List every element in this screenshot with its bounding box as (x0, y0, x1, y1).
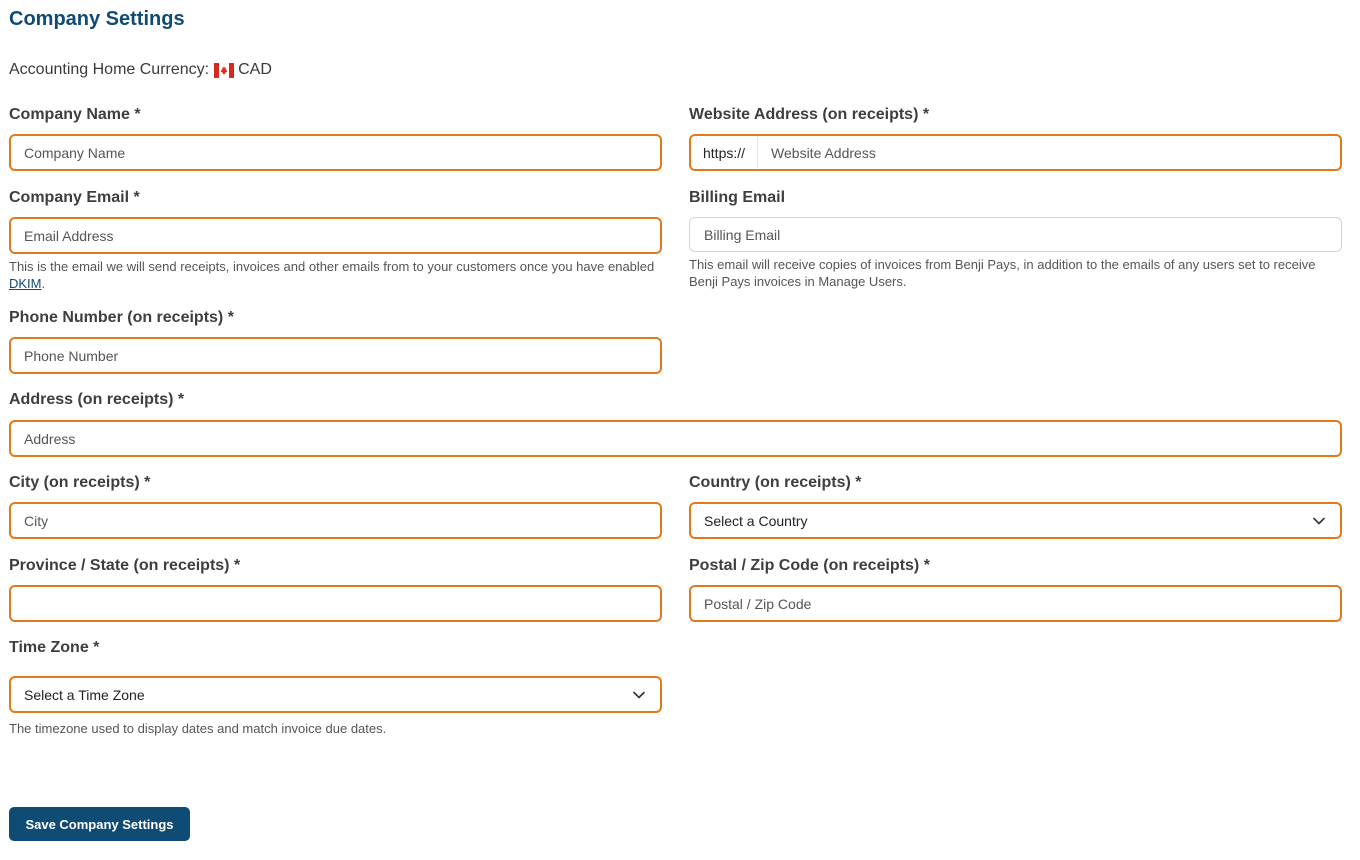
chevron-down-icon (1312, 514, 1326, 528)
city-label: City (on receipts) * (9, 474, 151, 491)
company-email-help-end: . (41, 276, 46, 291)
timezone-help: The timezone used to display dates and match invoice due dates. (9, 721, 387, 736)
billing-email-input[interactable] (689, 217, 1342, 252)
website-placeholder: Website Address (771, 144, 876, 161)
company-email-help-text: This is the email we will send receipts, invoices and other emails from to your customers once you have enabled (9, 259, 655, 274)
timezone-select[interactable] (9, 676, 662, 713)
province-input[interactable] (9, 585, 662, 622)
billing-email-help: This email will receive copies of invoices from Benji Pays, in addition to the emails of any users set to receive Benji Pays invoices in Manage Users. (689, 257, 1316, 289)
canada-flag-icon (214, 63, 234, 78)
currency-code: CAD (238, 61, 272, 78)
currency-label: Accounting Home Currency: (9, 61, 210, 78)
company-email-label: Company Email * (9, 189, 140, 206)
company-name-placeholder: Company Name (24, 144, 126, 161)
postal-placeholder: Postal / Zip Code (704, 595, 812, 612)
website-label: Website Address (on receipts) * (689, 106, 930, 123)
province-label: Province / State (on receipts) * (9, 557, 241, 574)
company-email-placeholder: Email Address (24, 227, 114, 244)
address-placeholder: Address (24, 430, 76, 447)
postal-label: Postal / Zip Code (on receipts) * (689, 557, 930, 574)
chevron-down-icon (632, 688, 646, 702)
billing-email-label: Billing Email (689, 189, 786, 206)
country-label: Country (on receipts) * (689, 474, 862, 491)
address-input[interactable] (9, 420, 1342, 457)
country-selected: Select a Country (704, 512, 808, 529)
phone-label: Phone Number (on receipts) * (9, 309, 234, 326)
accounting-currency (9, 61, 272, 79)
website-prefix: https:// (703, 136, 758, 169)
company-name-input[interactable] (9, 134, 662, 171)
save-company-settings-button[interactable]: Save Company Settings (9, 807, 190, 841)
address-label: Address (on receipts) * (9, 391, 185, 408)
billing-email-placeholder: Billing Email (704, 226, 781, 243)
dkim-link[interactable]: DKIM (9, 276, 42, 291)
page-title: Company Settings (9, 8, 185, 30)
phone-placeholder: Phone Number (24, 347, 119, 364)
company-email-help (9, 258, 669, 292)
postal-input[interactable] (689, 585, 1342, 622)
timezone-label: Time Zone * (9, 639, 100, 656)
city-input[interactable] (9, 502, 662, 539)
timezone-selected: Select a Time Zone (24, 686, 145, 703)
company-name-label: Company Name * (9, 106, 141, 123)
website-input[interactable] (689, 134, 1342, 171)
company-email-input[interactable] (9, 217, 662, 254)
phone-input[interactable] (9, 337, 662, 374)
city-placeholder: City (24, 512, 49, 529)
country-select[interactable] (689, 502, 1342, 539)
